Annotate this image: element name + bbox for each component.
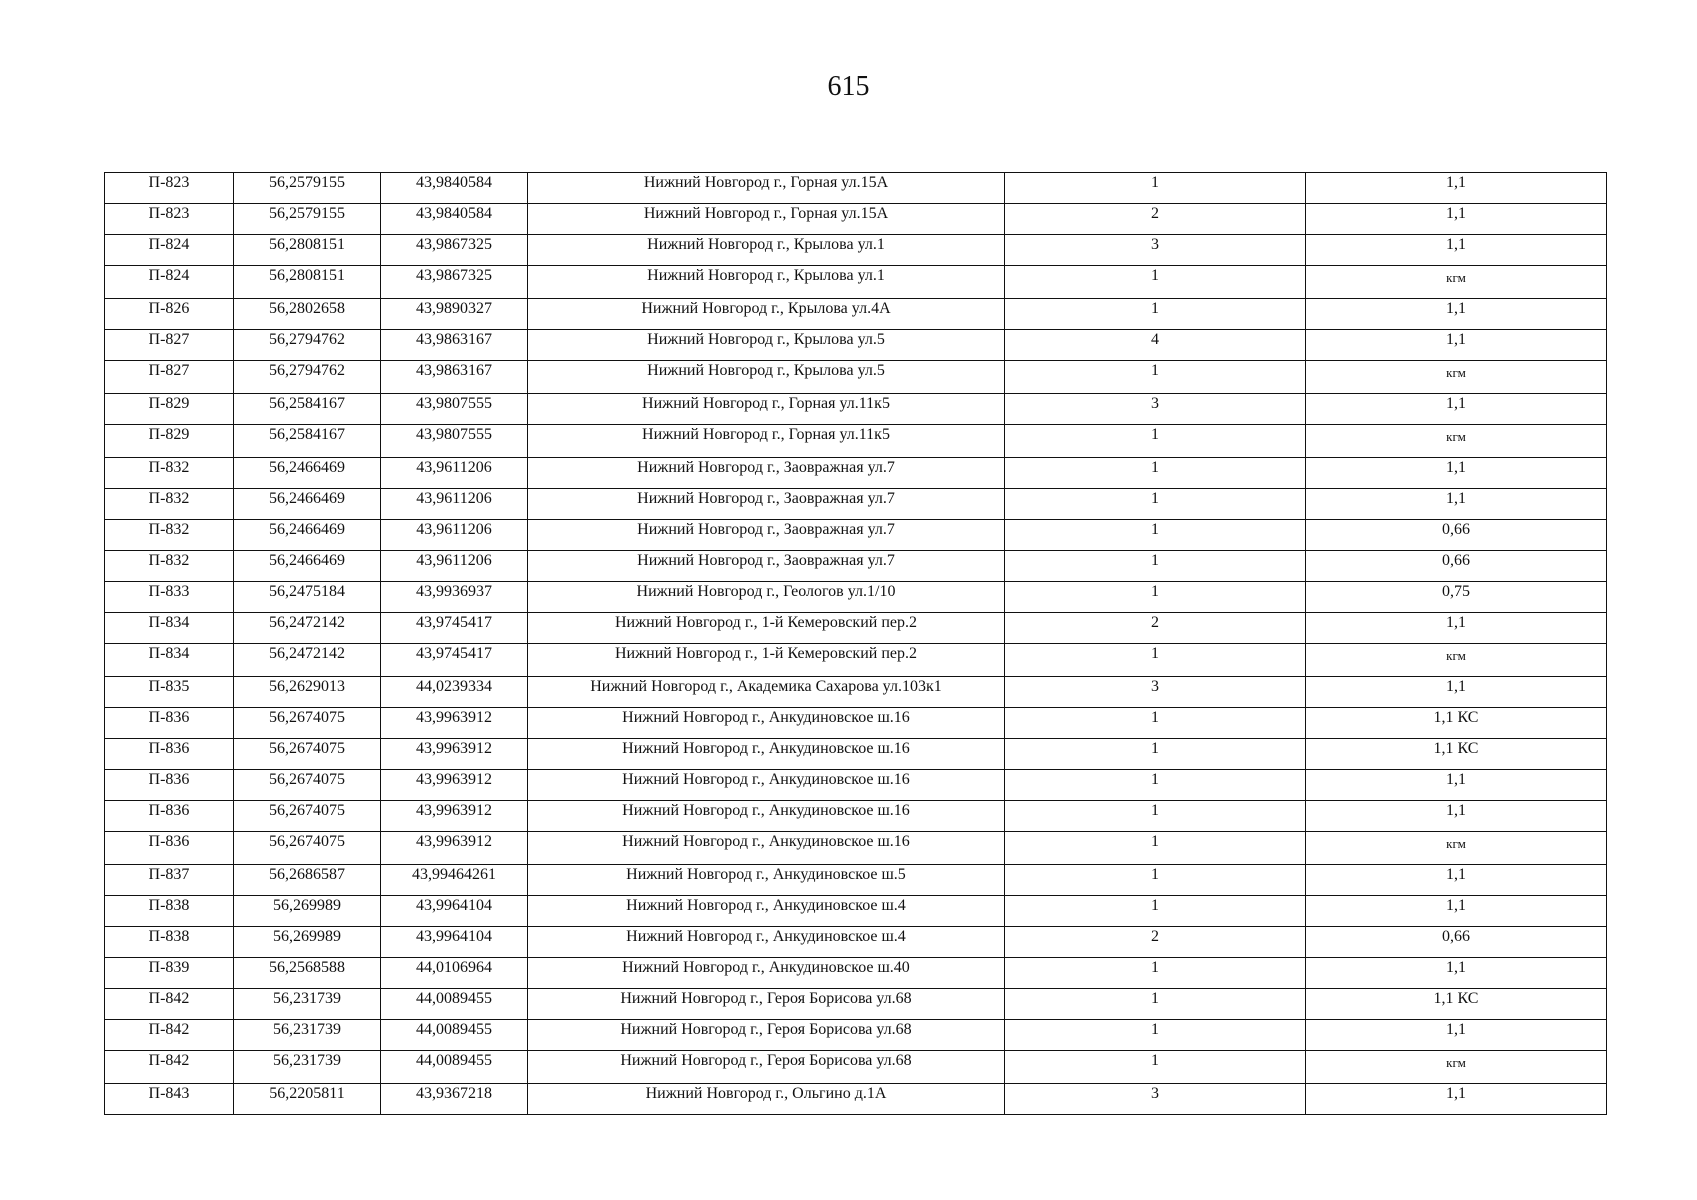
table-row [105, 330, 1607, 361]
count-cell: 1 [1005, 865, 1306, 896]
table-row [105, 361, 1607, 394]
table-row [105, 425, 1607, 458]
count-cell: 1 [1005, 1051, 1306, 1084]
address-cell: Нижний Новгород г., Крылова ул.5 [528, 330, 1005, 361]
count-cell: 1 [1005, 425, 1306, 458]
latitude-cell: 56,2475184 [234, 582, 381, 613]
table-row [105, 489, 1607, 520]
latitude-cell: 56,231739 [234, 1020, 381, 1051]
count-cell: 3 [1005, 394, 1306, 425]
point-id-cell: П-824 [105, 235, 234, 266]
volume-cell: 1,1 [1306, 1020, 1607, 1051]
table-row [105, 801, 1607, 832]
address-cell: Нижний Новгород г., Крылова ул.1 [528, 235, 1005, 266]
volume-cell: 1,1 [1306, 173, 1607, 204]
count-cell: 1 [1005, 708, 1306, 739]
longitude-cell: 43,9963912 [381, 770, 528, 801]
volume-cell: 1,1 [1306, 896, 1607, 927]
volume-cell: кгм [1306, 832, 1607, 865]
latitude-cell: 56,2584167 [234, 425, 381, 458]
latitude-cell: 56,231739 [234, 1051, 381, 1084]
longitude-cell: 43,9963912 [381, 832, 528, 865]
point-id-cell: П-823 [105, 173, 234, 204]
point-id-cell: П-832 [105, 520, 234, 551]
count-cell: 1 [1005, 896, 1306, 927]
table-body [105, 173, 1607, 1115]
longitude-cell: 44,0089455 [381, 1051, 528, 1084]
latitude-cell: 56,2802658 [234, 299, 381, 330]
longitude-cell: 44,0106964 [381, 958, 528, 989]
volume-cell: 1,1 [1306, 770, 1607, 801]
count-cell: 1 [1005, 958, 1306, 989]
table-row [105, 989, 1607, 1020]
address-cell: Нижний Новгород г., Ольгино д.1А [528, 1084, 1005, 1115]
longitude-cell: 44,0089455 [381, 989, 528, 1020]
volume-cell: 1,1 [1306, 677, 1607, 708]
volume-cell: кгм [1306, 644, 1607, 677]
table-row [105, 235, 1607, 266]
longitude-cell: 43,9963912 [381, 739, 528, 770]
volume-cell: 0,66 [1306, 520, 1607, 551]
point-id-cell: П-832 [105, 551, 234, 582]
table-row [105, 582, 1607, 613]
latitude-cell: 56,2674075 [234, 708, 381, 739]
volume-cell: 1,1 [1306, 394, 1607, 425]
address-cell: Нижний Новгород г., Заовражная ул.7 [528, 458, 1005, 489]
table-row [105, 299, 1607, 330]
table-row [105, 927, 1607, 958]
count-cell: 1 [1005, 520, 1306, 551]
count-cell: 2 [1005, 927, 1306, 958]
latitude-cell: 56,2794762 [234, 361, 381, 394]
point-id-cell: П-827 [105, 330, 234, 361]
point-id-cell: П-824 [105, 266, 234, 299]
point-id-cell: П-836 [105, 739, 234, 770]
address-cell: Нижний Новгород г., Анкудиновское ш.4 [528, 927, 1005, 958]
latitude-cell: 56,2579155 [234, 204, 381, 235]
table-row [105, 896, 1607, 927]
point-id-cell: П-836 [105, 770, 234, 801]
table-row [105, 644, 1607, 677]
latitude-cell: 56,2794762 [234, 330, 381, 361]
address-cell: Нижний Новгород г., Героя Борисова ул.68 [528, 1051, 1005, 1084]
longitude-cell: 43,9936937 [381, 582, 528, 613]
address-cell: Нижний Новгород г., Заовражная ул.7 [528, 551, 1005, 582]
point-id-cell: П-838 [105, 896, 234, 927]
point-id-cell: П-823 [105, 204, 234, 235]
latitude-cell: 56,2466469 [234, 520, 381, 551]
count-cell: 1 [1005, 266, 1306, 299]
count-cell: 1 [1005, 582, 1306, 613]
volume-cell: 1,1 [1306, 299, 1607, 330]
address-cell: Нижний Новгород г., Заовражная ул.7 [528, 489, 1005, 520]
table-row [105, 708, 1607, 739]
table-row [105, 266, 1607, 299]
volume-cell: 1,1 [1306, 330, 1607, 361]
volume-cell: 0,75 [1306, 582, 1607, 613]
address-cell: Нижний Новгород г., Крылова ул.1 [528, 266, 1005, 299]
volume-cell: 1,1 [1306, 1084, 1607, 1115]
table-row [105, 958, 1607, 989]
longitude-cell: 43,9863167 [381, 330, 528, 361]
point-id-cell: П-827 [105, 361, 234, 394]
address-cell: Нижний Новгород г., Анкудиновское ш.5 [528, 865, 1005, 896]
point-id-cell: П-842 [105, 1020, 234, 1051]
count-cell: 1 [1005, 361, 1306, 394]
latitude-cell: 56,2205811 [234, 1084, 381, 1115]
volume-cell: кгм [1306, 1051, 1607, 1084]
point-id-cell: П-832 [105, 458, 234, 489]
point-id-cell: П-838 [105, 927, 234, 958]
volume-cell: 1,1 [1306, 865, 1607, 896]
table-row [105, 204, 1607, 235]
table-row [105, 1020, 1607, 1051]
count-cell: 1 [1005, 489, 1306, 520]
count-cell: 4 [1005, 330, 1306, 361]
longitude-cell: 43,9745417 [381, 644, 528, 677]
count-cell: 1 [1005, 770, 1306, 801]
count-cell: 1 [1005, 551, 1306, 582]
table-row [105, 1051, 1607, 1084]
point-id-cell: П-842 [105, 1051, 234, 1084]
table-row [105, 173, 1607, 204]
table-row [105, 394, 1607, 425]
longitude-cell: 43,99464261 [381, 865, 528, 896]
point-id-cell: П-837 [105, 865, 234, 896]
volume-cell: 1,1 КС [1306, 708, 1607, 739]
volume-cell: 1,1 КС [1306, 989, 1607, 1020]
address-cell: Нижний Новгород г., Анкудиновское ш.4 [528, 896, 1005, 927]
latitude-cell: 56,2808151 [234, 266, 381, 299]
table-row [105, 551, 1607, 582]
latitude-cell: 56,2472142 [234, 613, 381, 644]
table-row [105, 865, 1607, 896]
count-cell: 1 [1005, 989, 1306, 1020]
count-cell: 2 [1005, 613, 1306, 644]
longitude-cell: 43,9964104 [381, 896, 528, 927]
longitude-cell: 43,9964104 [381, 927, 528, 958]
volume-cell: 1,1 [1306, 613, 1607, 644]
longitude-cell: 43,9863167 [381, 361, 528, 394]
address-cell: Нижний Новгород г., Анкудиновское ш.16 [528, 739, 1005, 770]
point-id-cell: П-826 [105, 299, 234, 330]
address-cell: Нижний Новгород г., Героя Борисова ул.68 [528, 989, 1005, 1020]
table-row [105, 739, 1607, 770]
latitude-cell: 56,2674075 [234, 739, 381, 770]
volume-cell: 1,1 [1306, 458, 1607, 489]
count-cell: 1 [1005, 739, 1306, 770]
volume-cell: 1,1 КС [1306, 739, 1607, 770]
address-cell: Нижний Новгород г., 1-й Кемеровский пер.2 [528, 644, 1005, 677]
volume-cell: 1,1 [1306, 958, 1607, 989]
longitude-cell: 43,9611206 [381, 489, 528, 520]
latitude-cell: 56,2466469 [234, 489, 381, 520]
address-cell: Нижний Новгород г., Горная ул.11к5 [528, 394, 1005, 425]
address-cell: Нижний Новгород г., Героя Борисова ул.68 [528, 1020, 1005, 1051]
volume-cell: 1,1 [1306, 489, 1607, 520]
address-cell: Нижний Новгород г., Анкудиновское ш.16 [528, 801, 1005, 832]
count-cell: 1 [1005, 299, 1306, 330]
longitude-cell: 43,9963912 [381, 708, 528, 739]
count-cell: 1 [1005, 173, 1306, 204]
latitude-cell: 56,231739 [234, 989, 381, 1020]
data-table-container [104, 172, 1606, 1115]
point-id-cell: П-834 [105, 644, 234, 677]
latitude-cell: 56,269989 [234, 896, 381, 927]
count-cell: 3 [1005, 677, 1306, 708]
longitude-cell: 43,9611206 [381, 551, 528, 582]
longitude-cell: 43,9840584 [381, 173, 528, 204]
longitude-cell: 43,9867325 [381, 266, 528, 299]
address-cell: Нижний Новгород г., Крылова ул.5 [528, 361, 1005, 394]
point-id-cell: П-842 [105, 989, 234, 1020]
point-id-cell: П-832 [105, 489, 234, 520]
latitude-cell: 56,2674075 [234, 801, 381, 832]
address-cell: Нижний Новгород г., Заовражная ул.7 [528, 520, 1005, 551]
latitude-cell: 56,2472142 [234, 644, 381, 677]
latitude-cell: 56,2808151 [234, 235, 381, 266]
longitude-cell: 43,9840584 [381, 204, 528, 235]
volume-cell: 1,1 [1306, 204, 1607, 235]
longitude-cell: 43,9807555 [381, 425, 528, 458]
point-id-cell: П-836 [105, 832, 234, 865]
point-id-cell: П-839 [105, 958, 234, 989]
latitude-cell: 56,2579155 [234, 173, 381, 204]
count-cell: 2 [1005, 204, 1306, 235]
table-row [105, 677, 1607, 708]
longitude-cell: 43,9807555 [381, 394, 528, 425]
volume-cell: 1,1 [1306, 801, 1607, 832]
longitude-cell: 43,9367218 [381, 1084, 528, 1115]
longitude-cell: 43,9745417 [381, 613, 528, 644]
table-row [105, 613, 1607, 644]
latitude-cell: 56,2674075 [234, 832, 381, 865]
address-cell: Нижний Новгород г., Геологов ул.1/10 [528, 582, 1005, 613]
point-id-cell: П-829 [105, 425, 234, 458]
latitude-cell: 56,269989 [234, 927, 381, 958]
count-cell: 1 [1005, 644, 1306, 677]
latitude-cell: 56,2466469 [234, 551, 381, 582]
point-id-cell: П-833 [105, 582, 234, 613]
point-id-cell: П-843 [105, 1084, 234, 1115]
point-id-cell: П-835 [105, 677, 234, 708]
address-cell: Нижний Новгород г., Горная ул.11к5 [528, 425, 1005, 458]
volume-cell: кгм [1306, 266, 1607, 299]
count-cell: 3 [1005, 1084, 1306, 1115]
volume-cell: кгм [1306, 361, 1607, 394]
latitude-cell: 56,2568588 [234, 958, 381, 989]
latitude-cell: 56,2584167 [234, 394, 381, 425]
latitude-cell: 56,2629013 [234, 677, 381, 708]
table-row [105, 520, 1607, 551]
volume-cell: 0,66 [1306, 551, 1607, 582]
count-cell: 1 [1005, 458, 1306, 489]
latitude-cell: 56,2674075 [234, 770, 381, 801]
address-cell: Нижний Новгород г., Анкудиновское ш.40 [528, 958, 1005, 989]
latitude-cell: 56,2686587 [234, 865, 381, 896]
longitude-cell: 43,9867325 [381, 235, 528, 266]
longitude-cell: 43,9963912 [381, 801, 528, 832]
longitude-cell: 44,0089455 [381, 1020, 528, 1051]
volume-cell: 1,1 [1306, 235, 1607, 266]
point-id-cell: П-836 [105, 708, 234, 739]
address-cell: Нижний Новгород г., Анкудиновское ш.16 [528, 770, 1005, 801]
table-row [105, 832, 1607, 865]
table-row [105, 770, 1607, 801]
table-row [105, 458, 1607, 489]
address-cell: Нижний Новгород г., 1-й Кемеровский пер.2 [528, 613, 1005, 644]
longitude-cell: 44,0239334 [381, 677, 528, 708]
latitude-cell: 56,2466469 [234, 458, 381, 489]
longitude-cell: 43,9890327 [381, 299, 528, 330]
point-id-cell: П-834 [105, 613, 234, 644]
data-table [104, 172, 1607, 1115]
address-cell: Нижний Новгород г., Академика Сахарова ул.103к1 [528, 677, 1005, 708]
count-cell: 1 [1005, 832, 1306, 865]
address-cell: Нижний Новгород г., Анкудиновское ш.16 [528, 832, 1005, 865]
address-cell: Нижний Новгород г., Крылова ул.4А [528, 299, 1005, 330]
count-cell: 1 [1005, 1020, 1306, 1051]
address-cell: Нижний Новгород г., Анкудиновское ш.16 [528, 708, 1005, 739]
table-row [105, 1084, 1607, 1115]
count-cell: 3 [1005, 235, 1306, 266]
address-cell: Нижний Новгород г., Горная ул.15А [528, 204, 1005, 235]
page-number: 615 [827, 71, 870, 102]
address-cell: Нижний Новгород г., Горная ул.15А [528, 173, 1005, 204]
volume-cell: 0,66 [1306, 927, 1607, 958]
point-id-cell: П-836 [105, 801, 234, 832]
volume-cell: кгм [1306, 425, 1607, 458]
longitude-cell: 43,9611206 [381, 520, 528, 551]
count-cell: 1 [1005, 801, 1306, 832]
point-id-cell: П-829 [105, 394, 234, 425]
longitude-cell: 43,9611206 [381, 458, 528, 489]
